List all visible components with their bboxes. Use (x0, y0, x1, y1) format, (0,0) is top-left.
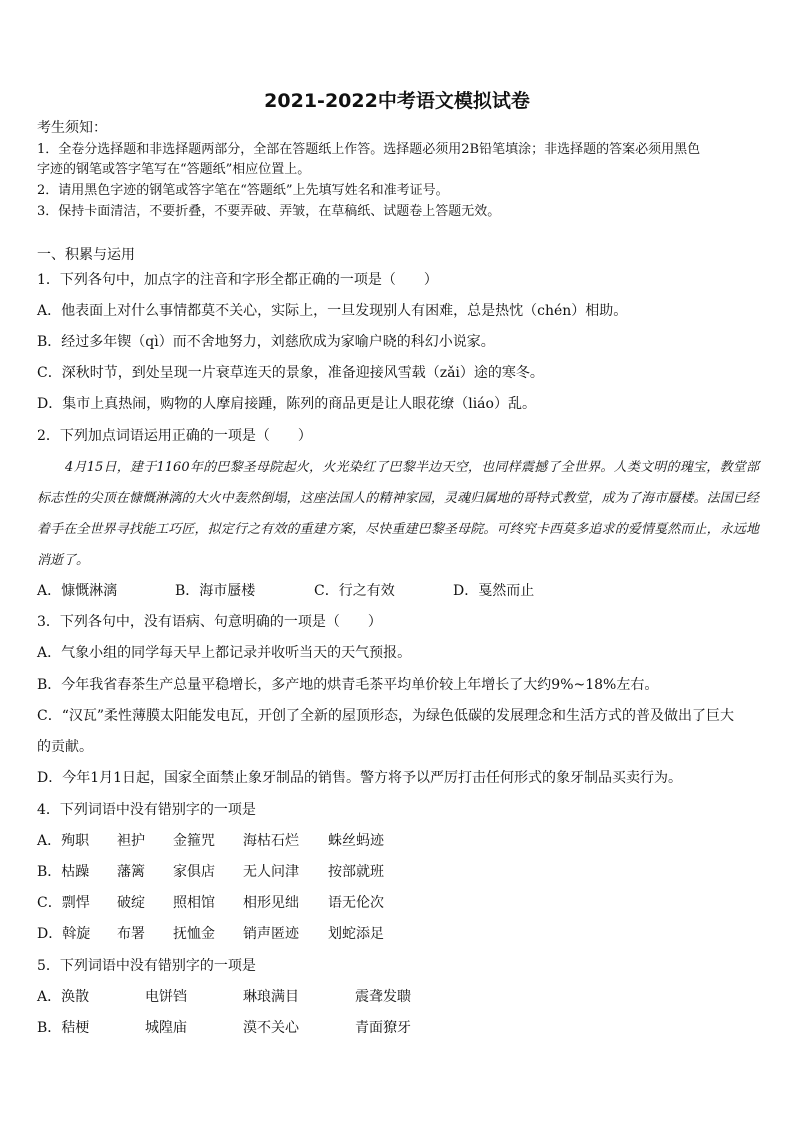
question-2-options (37, 581, 737, 601)
question-3-option-c-cont: 的贡献。 (37, 739, 93, 755)
question-1-option-a: A．他表面上对什么事情都莫不关心，实际上，一旦发现别人有困难，总是热忱（chén）相助。 (37, 303, 628, 319)
notice-line: 字迹的钢笔或答字笔写在“答题纸”相应位置上。 (37, 162, 311, 177)
question-1-option-b: B．经过多年锲（qì）而不舍地努力，刘慈欣成为家喻户晓的科幻小说家。 (37, 334, 495, 350)
question-2-option-b: B．海市蜃楼 (175, 583, 256, 599)
question-4-row-c (37, 893, 757, 913)
question-2-stem: 2．下列加点词语运用正确的一项是（ ） (37, 428, 312, 444)
section-heading: 一、积累与运用 (37, 247, 135, 263)
word: A．殉职 (37, 833, 90, 849)
exam-title: 2021-2022中考语文模拟试卷 (264, 90, 530, 112)
question-4-row-b (37, 862, 757, 882)
question-4-stem: 4．下列词语中没有错别字的一项是 (37, 802, 256, 818)
word: 电饼铛 (145, 989, 187, 1005)
word: 布署 (117, 926, 145, 942)
word: 震聋发聩 (355, 989, 411, 1005)
notice-line: 1．全卷分选择题和非选择题两部分，全部在答题纸上作答。选择题必须用2B铅笔填涂；非选择题的答案必须用黑色 (37, 142, 701, 157)
question-1-stem: 1．下列各句中，加点字的注音和字形全都正确的一项是（ ） (37, 272, 438, 288)
notice-heading: 考生须知： (37, 120, 107, 136)
word: 金箍咒 (173, 833, 215, 849)
word: 城隍庙 (145, 1020, 187, 1036)
question-3-option-c: C．“汉瓦”柔性薄膜太阳能发电瓦，开创了全新的屋顶形态，为绿色低碳的发展理念和生活方式的普及做出了巨大 (37, 708, 735, 724)
word: 抚恤金 (173, 926, 215, 942)
word: 划蛇添足 (328, 926, 384, 942)
question-3-option-d: D．今年1月1日起，国家全面禁止象牙制品的销售。警方将予以严厉打击任何形式的象牙制品买卖行为。 (37, 770, 683, 786)
question-2-option-d: D．戛然而止 (453, 583, 535, 599)
word: 海枯石烂 (243, 833, 299, 849)
word: 蛛丝蚂迹 (328, 833, 384, 849)
word: 漠不关心 (243, 1020, 299, 1036)
question-1-option-c: C．深秋时节，到处呈现一片衰草连天的景象，准备迎接风雪载（zǎi）途的寒冬。 (37, 365, 544, 381)
question-3-stem: 3．下列各句中，没有语病、句意明确的一项是（ ） (37, 614, 382, 630)
word: B．秸梗 (37, 1020, 90, 1036)
word: 家俱店 (173, 864, 215, 880)
word: 破绽 (117, 895, 145, 911)
question-5-row-b (37, 1018, 757, 1038)
word: 照相馆 (173, 895, 215, 911)
word: 青面獠牙 (355, 1020, 411, 1036)
word: 琳琅满目 (243, 989, 299, 1005)
notice-line: 3．保持卡面清洁，不要折叠，不要弄破、弄皱，在草稿纸、试题卷上答题无效。 (37, 204, 501, 219)
word: 藩篱 (117, 864, 145, 880)
word: 语无伦次 (328, 895, 384, 911)
question-4-row-a (37, 831, 757, 851)
word: 相形见绌 (243, 895, 299, 911)
word: B．枯躁 (37, 864, 90, 880)
word: 袒护 (117, 833, 145, 849)
question-1-option-d: D．集市上真热闹，购物的人摩肩接踵，陈列的商品更是让人眼花缭（liáo）乱。 (37, 396, 536, 412)
word: A．涣散 (37, 989, 90, 1005)
word: D．斡旋 (37, 926, 91, 942)
notice-line: 2．请用黑色字迹的钢笔或答字笔在“答题纸”上先填写姓名和准考证号。 (37, 183, 449, 198)
question-5-stem: 5．下列词语中没有错别字的一项是 (37, 958, 256, 974)
question-3-option-b: B．今年我省春茶生产总量平稳增长，多产地的烘青毛茶平均单价较上年增长了大约9%~18%左右。 (37, 677, 659, 693)
word: 销声匿迹 (243, 926, 299, 942)
question-3-option-a: A．气象小组的同学每天早上都记录并收听当天的天气预报。 (37, 645, 412, 661)
question-4-row-d (37, 924, 757, 944)
question-5-row-a (37, 987, 757, 1007)
passage-text: 4月15日，建于1160年的巴黎圣母院起火，火光染红了巴黎半边天空，也同样震撼了全世界。人类文明的瑰宝，教堂部标志性的尖顶在慷慨淋漓的大火中轰然倒塌，这座法国人的精神家园，灵魂归属地的哥特式教堂，成为了海市蜃楼。法国已经着手在全世界寻找能工巧匠，拟定行之有效的重建方案，尽快重建巴黎圣母院。可终究卡西莫多追求的爱情戛然而止，永远地消逝了。 (37, 460, 759, 568)
question-2-option-a: A．慷慨淋漓 (37, 583, 118, 599)
word: 按部就班 (328, 864, 384, 880)
question-2-passage (37, 452, 759, 576)
question-2-option-c: C．行之有效 (314, 583, 395, 599)
word: 无人问津 (243, 864, 299, 880)
word: C．剽悍 (37, 895, 90, 911)
